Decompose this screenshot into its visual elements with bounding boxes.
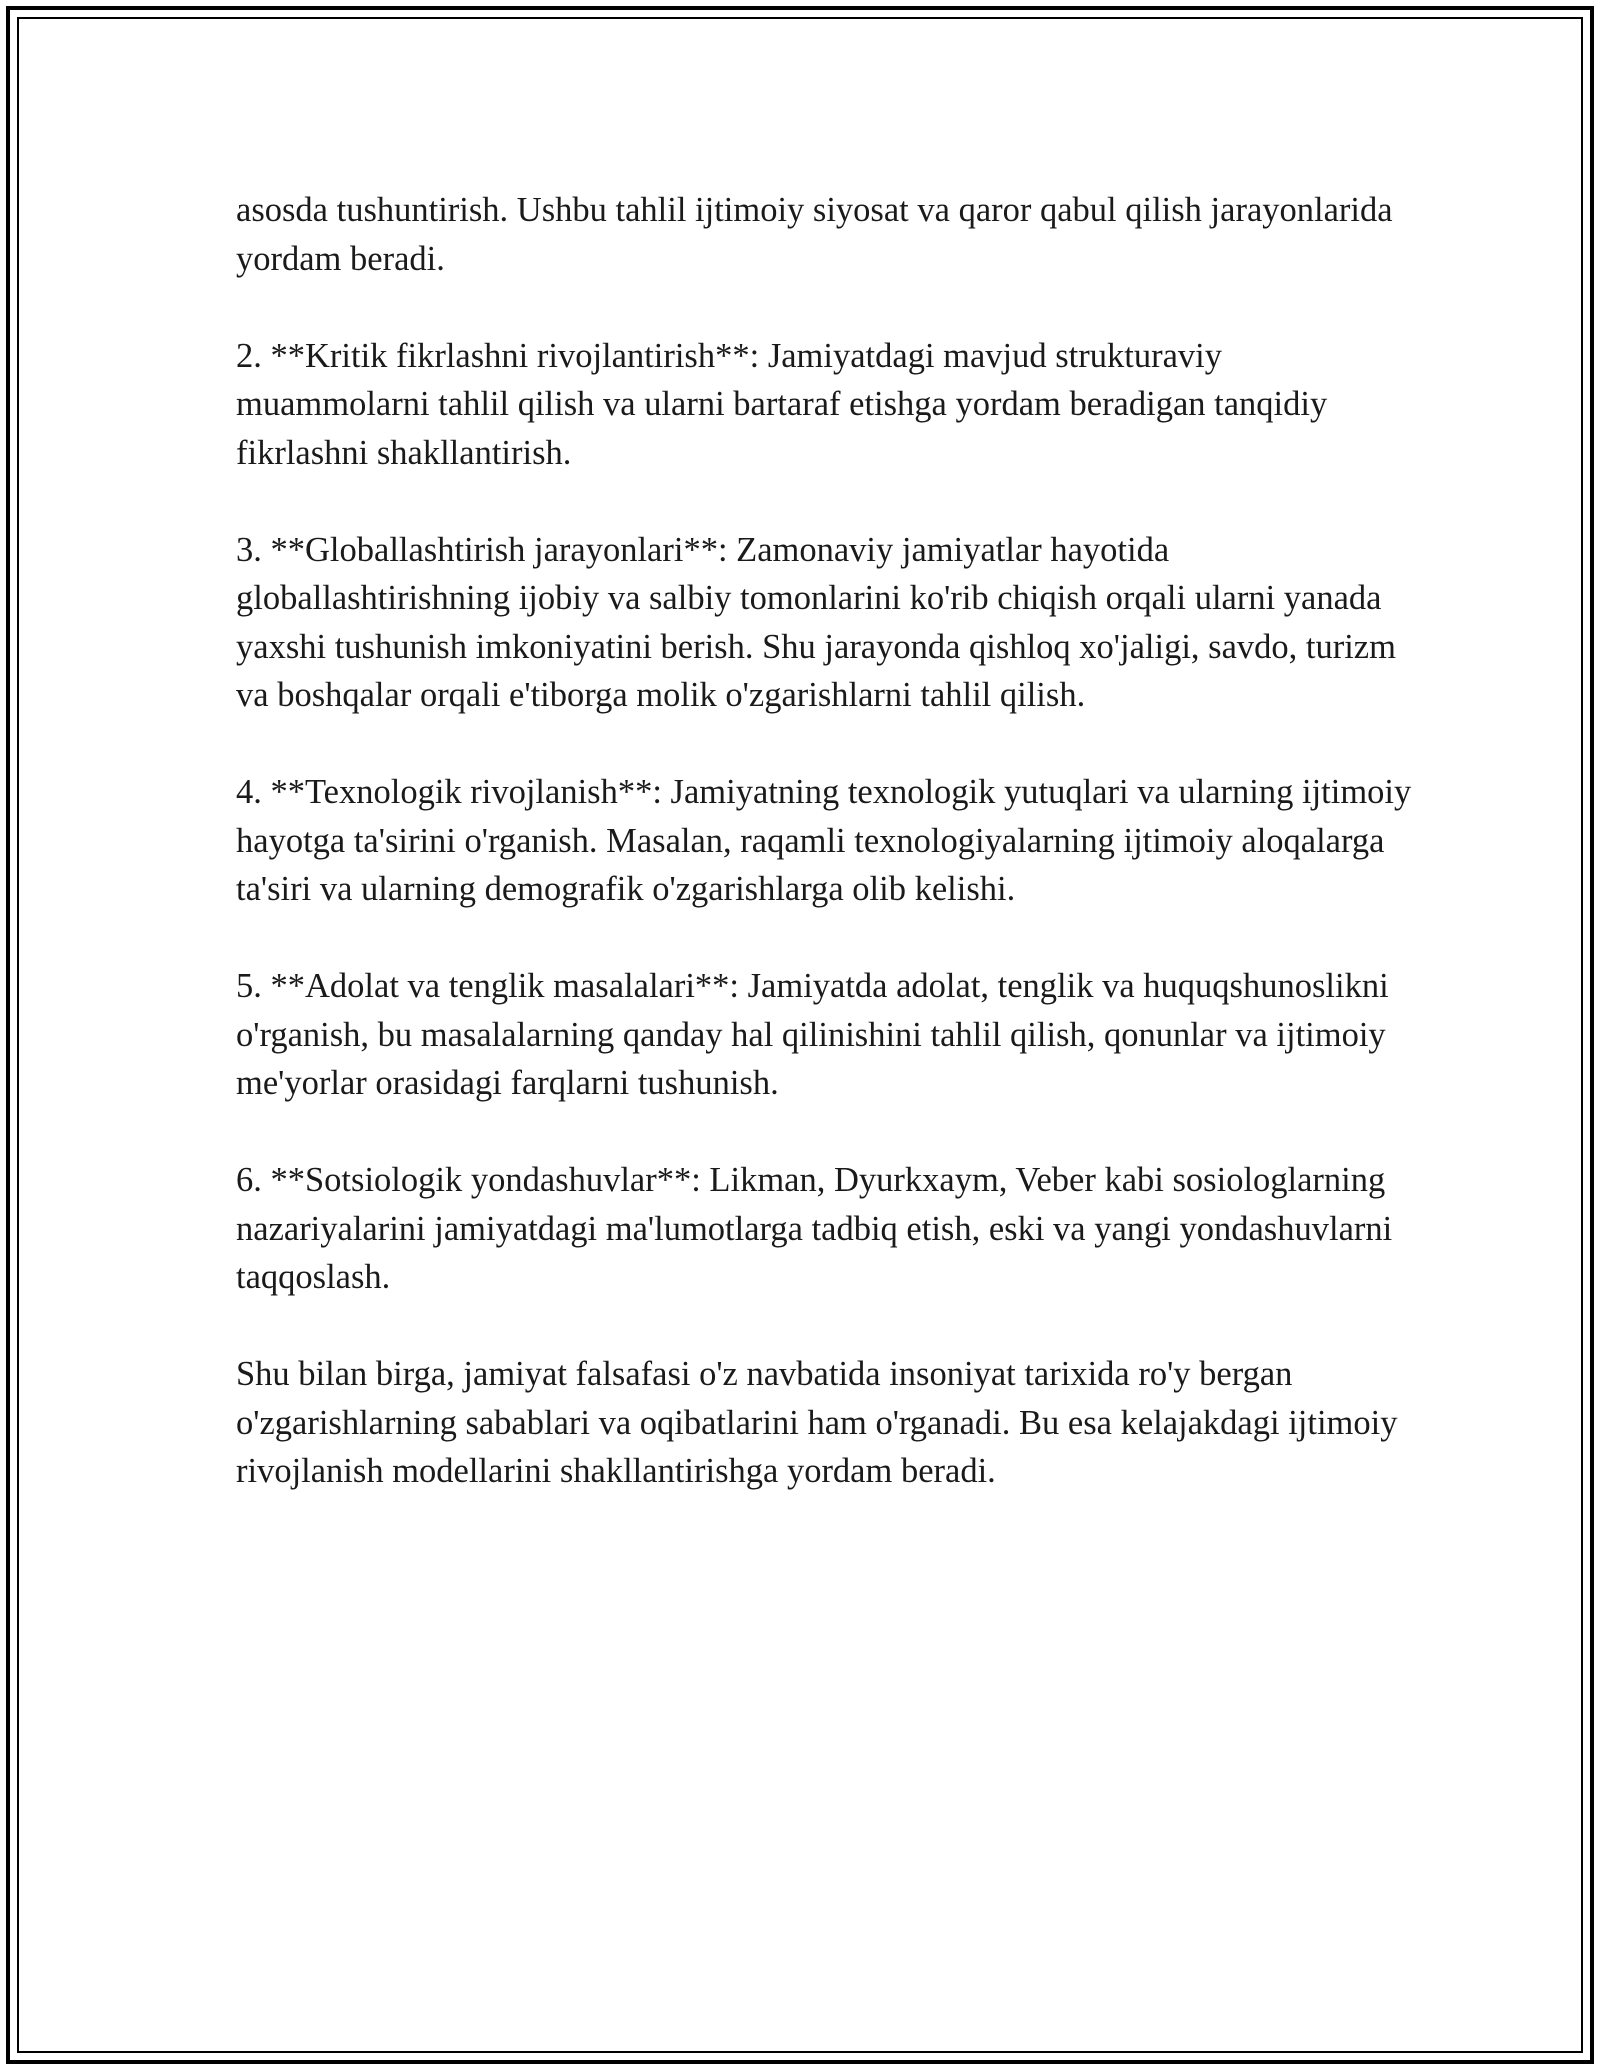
- paragraph-item-3: 3. **Globallashtirish jarayonlari**: Zamonaviy jamiyatlar hayotida globallashtirishning ijobiy va salbiy tomonlarini ko'rib chiqish orqali ularni yanada yaxshi tushunish imkoniyatini berish. Shu jarayonda qishloq xo'jaligi, savdo, turizm va boshqalar orqali e'tiborga molik o'zgarishlarni tahlil qilish.: [236, 530, 1396, 714]
- paragraph-intro-continuation: asosda tushuntirish. Ushbu tahlil ijtimoiy siyosat va qaror qabul qilish jarayonlarida yordam beradi.: [236, 191, 1393, 278]
- paragraph-item-6: 6. **Sotsiologik yondashuvlar**: Likman, Dyurkxaym, Veber kabi sosiologlarning nazariyalarini jamiyatdagi ma'lumotlarga tadbiq etish, eski va yangi yondashuvlarni taqqoslash.: [236, 1161, 1393, 1296]
- paragraph-item-4: 4. **Texnologik rivojlanish**: Jamiyatning texnologik yutuqlari va ularning ijtimoiy hayotga ta'sirini o'rganish. Masalan, raqamli texnologiyalarning ijtimoiy aloqalarga ta'siri va ularning demografik o'zgarishlarga olib kelishi.: [236, 773, 1412, 908]
- document-body: [236, 186, 1416, 1544]
- paragraph-item-5: 5. **Adolat va tenglik masalalari**: Jamiyatda adolat, tenglik va huquqshunoslikni o'rganish, bu masalalarning qanday hal qilinishini tahlil qilish, qonunlar va ijtimoiy me'yorlar orasidagi farqlarni tushunish.: [236, 967, 1389, 1102]
- paragraph-item-2: 2. **Kritik fikrlashni rivojlantirish**: Jamiyatdagi mavjud strukturaviy muammolarni tahlil qilish va ularni bartaraf etishga yordam beradigan tanqidiy fikrlashni shakllantirish.: [236, 336, 1328, 472]
- paragraph-conclusion: Shu bilan birga, jamiyat falsafasi o'z navbatida insoniyat tarixida ro'y bergan o'zgarishlarning sabablari va oqibatlarini ham o'rganadi. Bu esa kelajakdagi ijtimoiy rivojlanish modellarini shakllantirishga yordam beradi.: [236, 1355, 1398, 1490]
